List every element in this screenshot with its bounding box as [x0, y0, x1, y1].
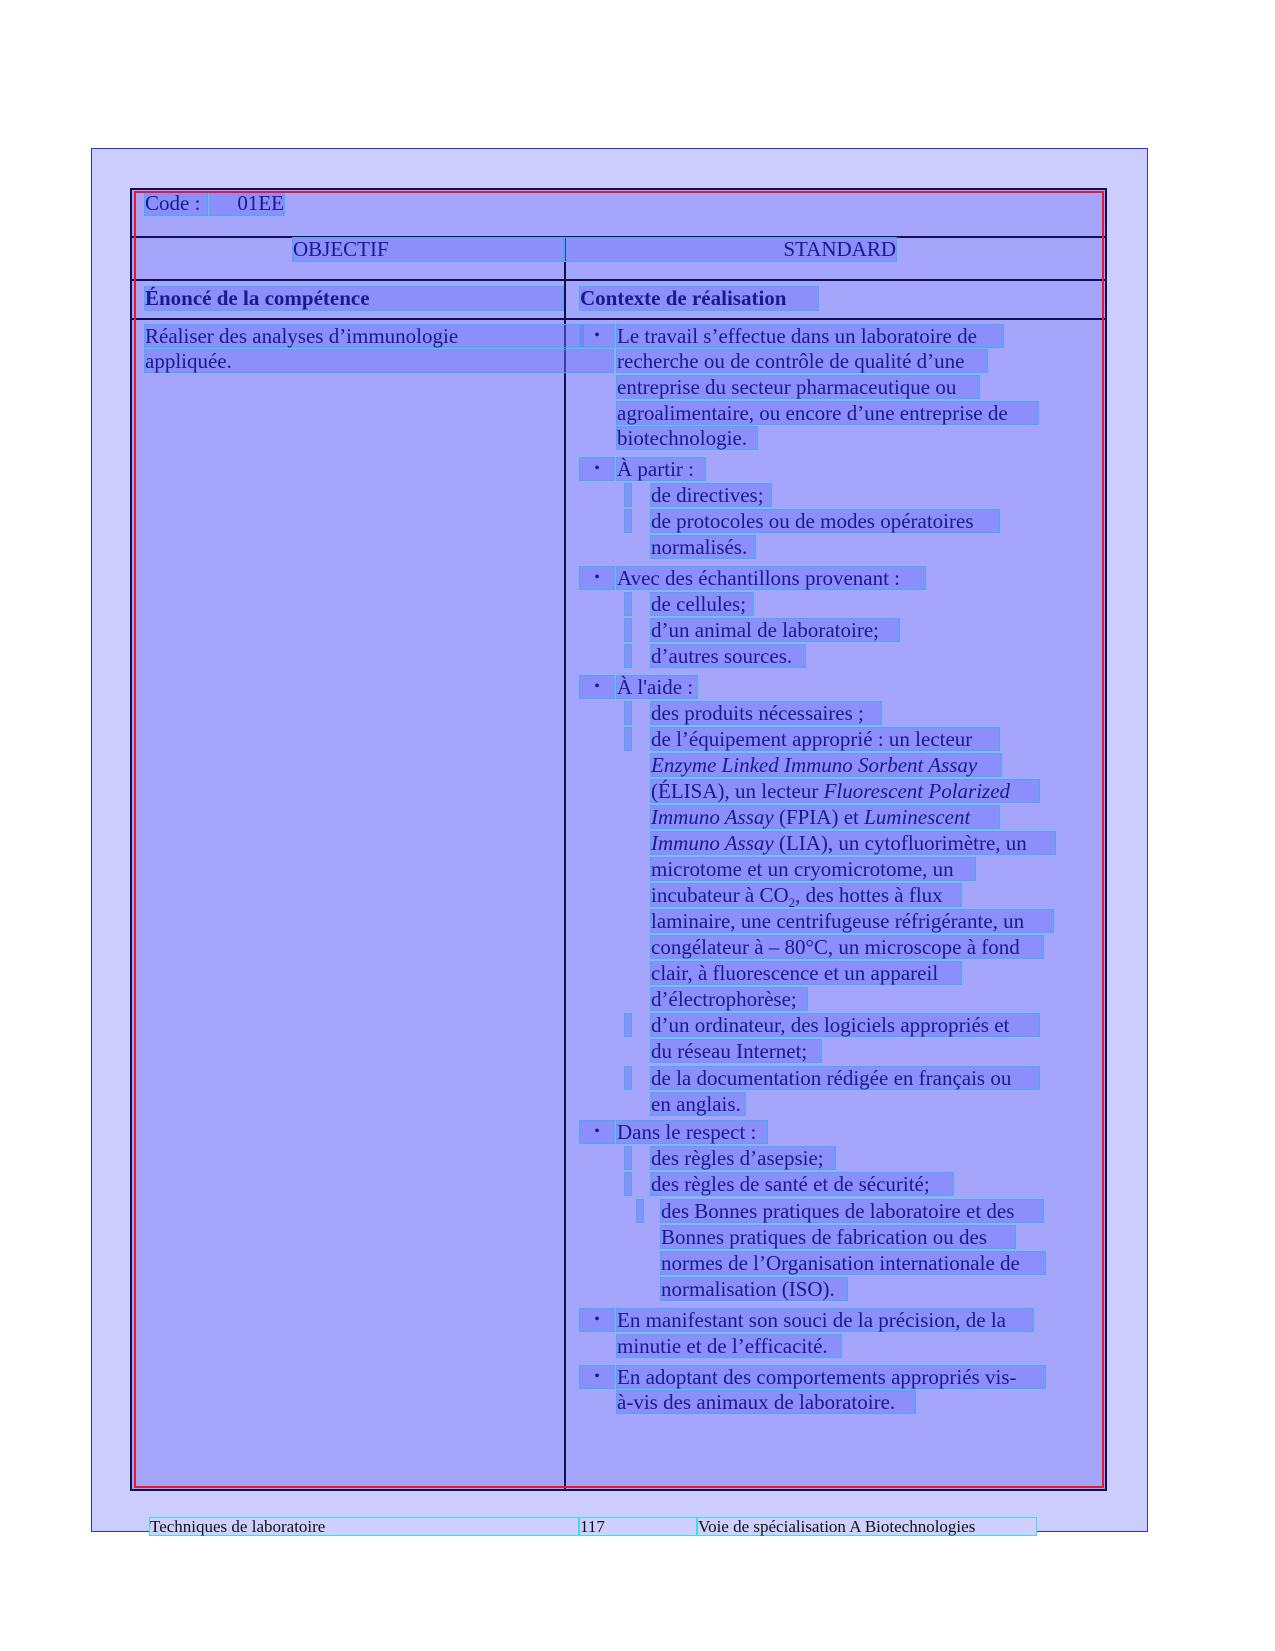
- competence-line-1: Réaliser des analyses d’immunologie: [144, 324, 584, 348]
- b3-item-2: d’un animal de laboratoire;: [650, 618, 900, 642]
- objectif-heading: OBJECTIF: [292, 237, 564, 262]
- dash-icon: [624, 701, 632, 725]
- b5-title: Dans le respect :: [616, 1120, 768, 1144]
- b2-title: À partir :: [616, 457, 706, 481]
- dash-icon: [624, 1146, 632, 1170]
- b4-title: À l'aide :: [616, 675, 698, 699]
- b4-ordi-1: d’un ordinateur, des logiciels appropriés et: [650, 1013, 1040, 1037]
- b5-item-2: des règles de santé et de sécurité;: [650, 1172, 954, 1196]
- column-divider: [564, 236, 566, 1491]
- b4-equip-9: congélateur à – 80°C, un microscope à fond: [650, 935, 1044, 959]
- dash-icon: [624, 1013, 632, 1037]
- b3-item-3: d’autres sources.: [650, 644, 806, 668]
- bullet-3: •: [579, 566, 615, 590]
- dash-icon: [624, 618, 632, 642]
- b1-line-2: recherche ou de contrôle de qualité d’une: [616, 349, 988, 373]
- bullet-7: •: [579, 1365, 615, 1389]
- b4-equip-6: microtome et un cryomicrotome, un: [650, 857, 976, 881]
- bullet-1: •: [579, 324, 615, 348]
- b7-line-2: à-vis des animaux de laboratoire.: [616, 1390, 916, 1414]
- bullet-4: •: [579, 675, 615, 699]
- dash-icon: [624, 727, 632, 751]
- enonce-heading: Énoncé de la compétence: [144, 286, 564, 311]
- standard-heading: STANDARD: [783, 237, 896, 261]
- dash-icon: [624, 1066, 632, 1090]
- b2-item-1: de directives;: [650, 483, 772, 507]
- b4-equip-8: laminaire, une centrifugeuse réfrigérante, un: [650, 909, 1054, 933]
- b3-item-1: de cellules;: [650, 592, 754, 616]
- b4-equip-5-a: Immuno Assay: [651, 831, 774, 855]
- standard-heading-box: [564, 237, 897, 262]
- contexte-heading: Contexte de réalisation: [579, 286, 819, 311]
- footer-page: 117: [579, 1517, 697, 1536]
- b4-equip-1: de l’équipement approprié : un lecteur: [650, 727, 1000, 751]
- bullet-5: •: [579, 1120, 615, 1144]
- b4-equip-5: [650, 831, 1056, 855]
- dash-icon: [624, 644, 632, 668]
- b4-equip-7-a: incubateur à CO: [651, 883, 789, 907]
- footer-left: Techniques de laboratoire: [149, 1517, 579, 1536]
- b4-equip-2: Enzyme Linked Immuno Sorbent Assay: [650, 753, 1002, 777]
- dash-icon: [624, 483, 632, 507]
- b6-line-2: minutie et de l’efficacité.: [616, 1334, 842, 1358]
- b6-line-1: En manifestant son souci de la précision, de la: [616, 1308, 1034, 1332]
- b7-line-1: En adoptant des comportements appropriés vis-: [616, 1365, 1046, 1389]
- b1-line-5: biotechnologie.: [616, 426, 758, 450]
- dash-icon: [624, 1172, 632, 1196]
- b5-bpl-4: normalisation (ISO).: [660, 1277, 848, 1301]
- b2-item-2-cont: normalisés.: [650, 535, 756, 559]
- b4-doc-2: en anglais.: [650, 1092, 746, 1116]
- b1-line-1: Le travail s’effectue dans un laboratoire de: [616, 324, 1004, 348]
- footer-right: Voie de spécialisation A Biotechnologies: [697, 1517, 1037, 1536]
- co2-subscript: 2: [788, 895, 796, 911]
- b3-title: Avec des échantillons provenant :: [616, 566, 926, 590]
- b4-equip-5-b: (LIA), un cytofluorimètre, un: [773, 831, 1027, 855]
- b5-bpl-3: normes de l’Organisation internationale de: [660, 1251, 1046, 1275]
- rule-objectif: [130, 279, 1107, 281]
- b4-equip-3-b: Fluorescent Polarized: [823, 779, 1011, 803]
- competence-line-2: appliquée.: [144, 349, 614, 373]
- b4-equip-10: clair, à fluorescence et un appareil: [650, 961, 962, 985]
- dash-icon: [624, 592, 632, 616]
- dash-icon: [636, 1199, 644, 1223]
- b4-equip-7-b: , des hottes à flux: [795, 883, 943, 907]
- b4-equip-3-a: (ÉLISA), un lecteur: [651, 779, 824, 803]
- bullet-6: •: [579, 1308, 615, 1332]
- dash-icon: [624, 509, 632, 533]
- bullet-2: •: [579, 457, 615, 481]
- b4-equip-4: [650, 805, 1000, 829]
- b4-products: des produits nécessaires ;: [650, 701, 882, 725]
- b2-item-2: de protocoles ou de modes opératoires: [650, 509, 1000, 533]
- code-value: 01EE: [209, 191, 285, 216]
- code-label: Code :: [144, 191, 208, 216]
- b4-equip-4-c: Luminescent: [864, 805, 971, 829]
- b4-equip-11: d’électrophorèse;: [650, 987, 808, 1011]
- b5-item-1: des règles d’asepsie;: [650, 1146, 836, 1170]
- b1-line-4: agroalimentaire, ou encore d’une entreprise de: [616, 401, 1039, 425]
- rule-enonce: [130, 318, 1107, 320]
- b1-line-3: entreprise du secteur pharmaceutique ou: [616, 375, 980, 399]
- b4-equip-3: [650, 779, 1040, 803]
- b4-equip-7: [650, 883, 962, 911]
- b4-equip-4-b: (FPIA) et: [773, 805, 865, 829]
- b4-ordi-2: du réseau Internet;: [650, 1039, 822, 1063]
- b4-doc-1: de la documentation rédigée en français ou: [650, 1066, 1040, 1090]
- b4-equip-4-a: Immuno Assay: [651, 805, 774, 829]
- b5-bpl-2: Bonnes pratiques de fabrication ou des: [660, 1225, 1016, 1249]
- b5-bpl-1: des Bonnes pratiques de laboratoire et des: [660, 1199, 1044, 1223]
